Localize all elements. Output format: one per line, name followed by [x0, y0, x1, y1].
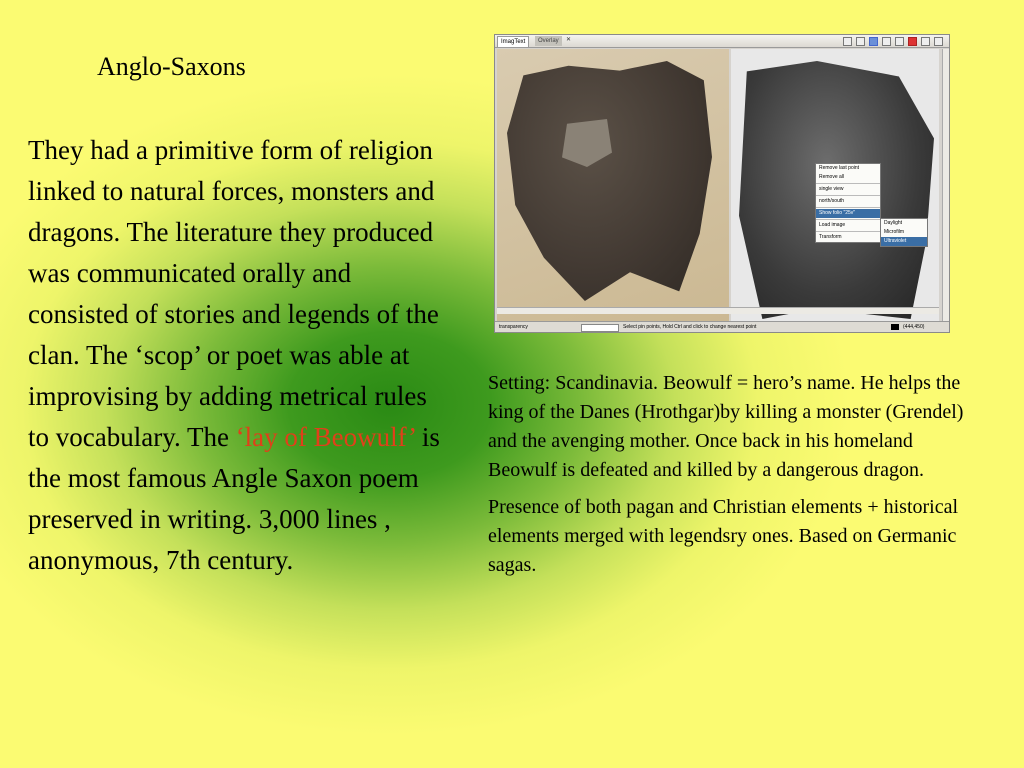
- transparency-select[interactable]: [581, 324, 619, 332]
- elements-paragraph: Presence of both pagan and Christian elements + historical elements merged with legendsry ones. Based on Germanic sagas.: [488, 496, 959, 576]
- left-text-end: is the most famous Angle Saxon poem preserved in writing. 3,000 lines , anonymous, 7th century.: [28, 422, 440, 575]
- submenu-item-microfilm[interactable]: Microfilm: [884, 229, 904, 235]
- flag-icon[interactable]: [908, 37, 917, 46]
- slide-title: Anglo-Saxons: [97, 52, 246, 81]
- close-icon[interactable]: ✕: [566, 37, 572, 43]
- submenu-item-daylight[interactable]: Daylight: [884, 220, 903, 226]
- page-icon[interactable]: [921, 37, 930, 46]
- right-text-block: [488, 369, 978, 580]
- split-icon[interactable]: [895, 37, 904, 46]
- menu-divider: [816, 183, 880, 184]
- menu-divider: [816, 219, 880, 220]
- status-hint: Select pin points, Hold Ctrl and click to change nearest point: [623, 324, 757, 330]
- menu-item-remove-all[interactable]: Remove all: [819, 174, 845, 180]
- menu-item-remove-last-point[interactable]: Remove last point: [819, 165, 860, 171]
- color-swatch: [891, 324, 899, 330]
- viewer-tab-bar: [495, 35, 949, 48]
- menu-item-transform[interactable]: Transform: [819, 234, 842, 240]
- coordinate-readout: (444,450): [903, 324, 925, 330]
- arrow-icon[interactable]: [843, 37, 852, 46]
- beowulf-highlight: ‘lay of Beowulf’: [235, 422, 416, 452]
- viewer-toolbar: [843, 37, 943, 46]
- menu-item-load-image[interactable]: Load image: [819, 222, 846, 228]
- context-menu: [815, 163, 881, 243]
- transparency-label: transparency: [499, 324, 528, 330]
- left-text-start: They had a primitive form of religion linked to natural forces, monsters and dragons. The literature they produced was communicated orally and consisted of stories and legends of the clan. The ‘scop’ or poet was able at improvising by adding metrical rules to vocabulary. The: [28, 135, 439, 452]
- horizontal-scrollbar[interactable]: [497, 307, 939, 314]
- menu-divider: [816, 195, 880, 196]
- menu-item-north-south[interactable]: north/south: [819, 198, 845, 204]
- menu-divider: [816, 207, 880, 208]
- tab-imagtext[interactable]: ImagText: [497, 36, 529, 47]
- copy-icon[interactable]: [856, 37, 865, 46]
- manuscript-viewer-screenshot: [494, 34, 950, 333]
- view-icon[interactable]: [869, 37, 878, 46]
- folio-submenu: [880, 218, 928, 247]
- menu-item-show-folio[interactable]: Show folio "25v": [816, 209, 880, 218]
- submenu-item-ultraviolet[interactable]: Ultraviolet: [881, 237, 927, 246]
- left-body-text: [28, 130, 448, 581]
- frame-icon[interactable]: [882, 37, 891, 46]
- daylight-image-pane[interactable]: [497, 49, 729, 324]
- menu-divider: [816, 231, 880, 232]
- viewer-status-bar: [495, 321, 949, 332]
- tab-overlay[interactable]: Overlay: [535, 36, 562, 46]
- setting-paragraph: Setting: Scandinavia. Beowulf = hero’s name. He helps the king of the Danes (Hrothgar)by killing a monster (Grendel) and the avenging mother. Once back in his homeland Beowulf is defeated and killed by a dangerous dragon.: [488, 372, 964, 481]
- menu-item-single-view[interactable]: single view: [819, 186, 844, 192]
- vertical-scrollbar[interactable]: [942, 49, 949, 324]
- manuscript-fragment-daylight: [507, 61, 712, 301]
- menu-icon[interactable]: [934, 37, 943, 46]
